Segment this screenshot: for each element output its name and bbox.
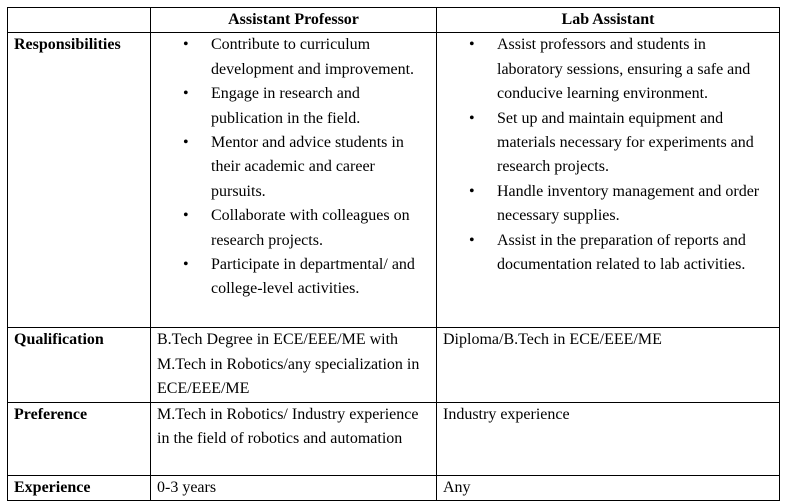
assistant-professor-responsibilities-list xyxy=(157,33,430,301)
lab-assistant-responsibilities-list xyxy=(443,33,773,277)
header-assistant-professor: Assistant Professor xyxy=(151,8,437,33)
list-item: • Contribute to curriculum development and improvement. xyxy=(157,33,430,82)
row-label-experience: Experience xyxy=(8,475,151,500)
list-item: • Engage in research and publication in the field. xyxy=(157,82,430,131)
header-lab-assistant: Lab Assistant xyxy=(437,8,780,33)
list-item: • Participate in departmental/ and college-level activities. xyxy=(157,253,430,302)
header-cell-empty xyxy=(8,8,151,33)
experience-assistant-professor-cell: 0-3 years xyxy=(151,475,437,500)
qualification-row xyxy=(8,328,780,402)
list-item: • Assist in the preparation of reports and documentation related to lab activities. xyxy=(443,229,773,278)
preference-lab-assistant-cell: Industry experience xyxy=(437,402,780,475)
list-item: • Handle inventory management and order necessary supplies. xyxy=(443,180,773,229)
preference-assistant-professor-cell: M.Tech in Robotics/ Industry experience in the field of robotics and automation xyxy=(151,402,437,475)
responsibilities-lab-assistant-cell xyxy=(437,33,780,328)
qualification-assistant-professor-cell: B.Tech Degree in ECE/EEE/ME with M.Tech in Robotics/any specialization in ECE/EEE/ME xyxy=(151,328,437,402)
row-label-preference: Preference xyxy=(8,402,151,475)
responsibilities-row xyxy=(8,33,780,328)
experience-lab-assistant-cell: Any xyxy=(437,475,780,500)
row-label-qualification: Qualification xyxy=(8,328,151,402)
job-requirements-table xyxy=(7,7,780,501)
list-item: • Collaborate with colleagues on research projects. xyxy=(157,204,430,253)
list-item: • Set up and maintain equipment and materials necessary for experiments and research projects. xyxy=(443,107,773,180)
experience-row xyxy=(8,475,780,500)
qualification-lab-assistant-cell: Diploma/B.Tech in ECE/EEE/ME xyxy=(437,328,780,402)
preference-row xyxy=(8,402,780,475)
list-item: • Assist professors and students in laboratory sessions, ensuring a safe and conducive learning environment. xyxy=(443,33,773,106)
header-row xyxy=(8,8,780,33)
list-item: • Mentor and advice students in their academic and career pursuits. xyxy=(157,131,430,204)
responsibilities-assistant-professor-cell xyxy=(151,33,437,328)
row-label-responsibilities: Responsibilities xyxy=(8,33,151,328)
